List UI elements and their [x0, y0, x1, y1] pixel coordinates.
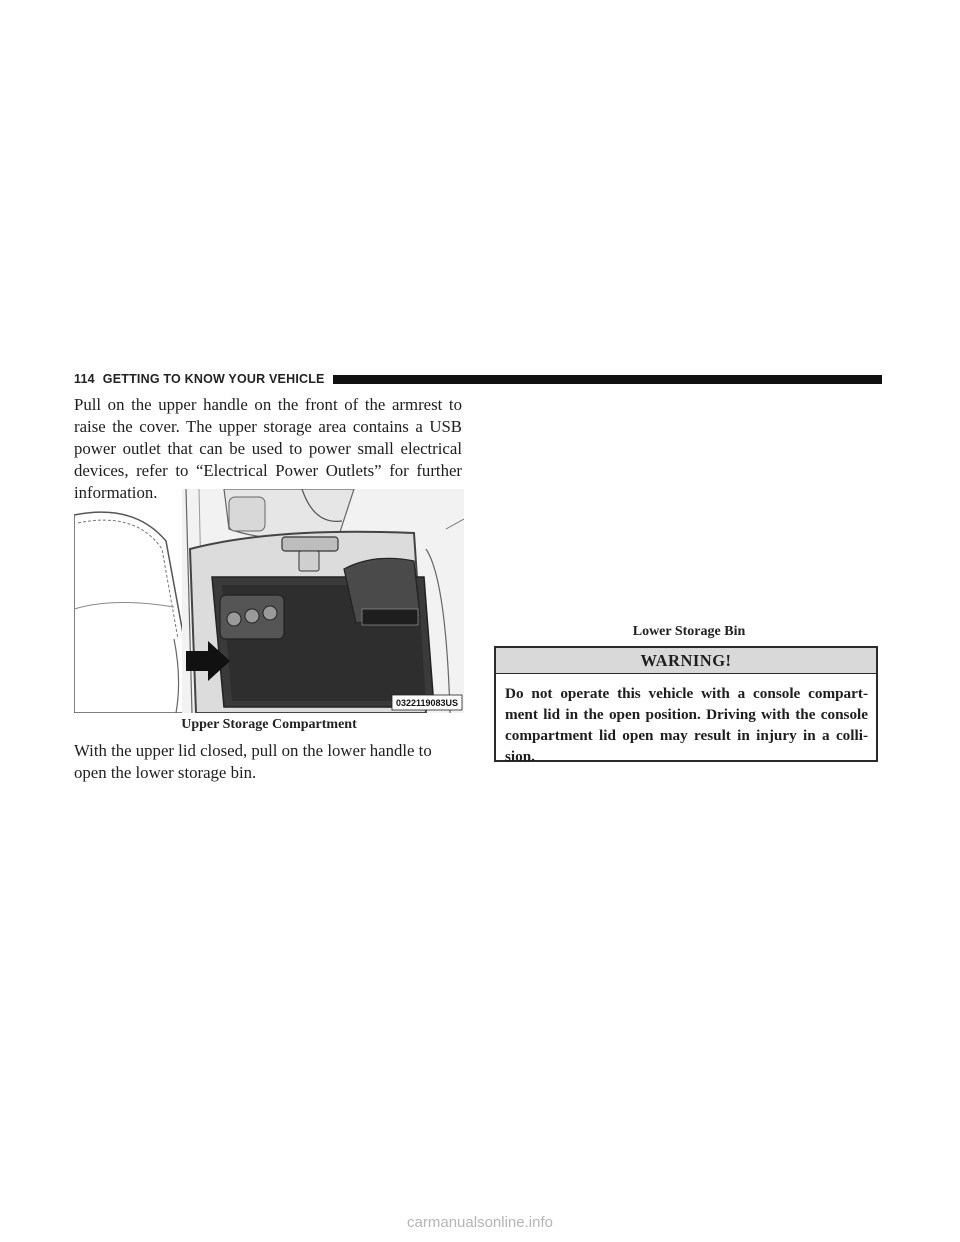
warning-box [494, 646, 878, 765]
body-paragraph-upper-handle: Pull on the upper handle on the front of the armrest to raise the cover. The upper storage area contains a USB power outlet that can be used to power small electrical devices, refer to “Electrical Power Outlets” for further information. [74, 395, 462, 502]
figure-caption-upper: Upper Storage Compartment [181, 717, 357, 732]
figure-caption-lower: Lower Storage Bin [632, 624, 746, 639]
header-rule [333, 375, 882, 384]
upper-storage-illustration [74, 489, 464, 713]
watermark-footer: carmanualsonline.info [407, 1214, 553, 1231]
upper-storage-figure [74, 489, 464, 713]
image-code-label: 0322119083US [395, 698, 459, 708]
warning-text: Do not operate this vehicle with a console compart-ment lid in the open position. Driving with the console compartment lid open may result in injury in a colli-sion. [505, 685, 868, 765]
body-paragraph-lower-handle: With the upper lid closed, pull on the lower handle to open the lower storage bin. [74, 741, 432, 782]
warning-title: WARNING! [496, 648, 876, 674]
page-header [74, 371, 882, 387]
section-title: GETTING TO KNOW YOUR VEHICLE [102, 372, 325, 386]
page-number: 114 [74, 372, 95, 386]
